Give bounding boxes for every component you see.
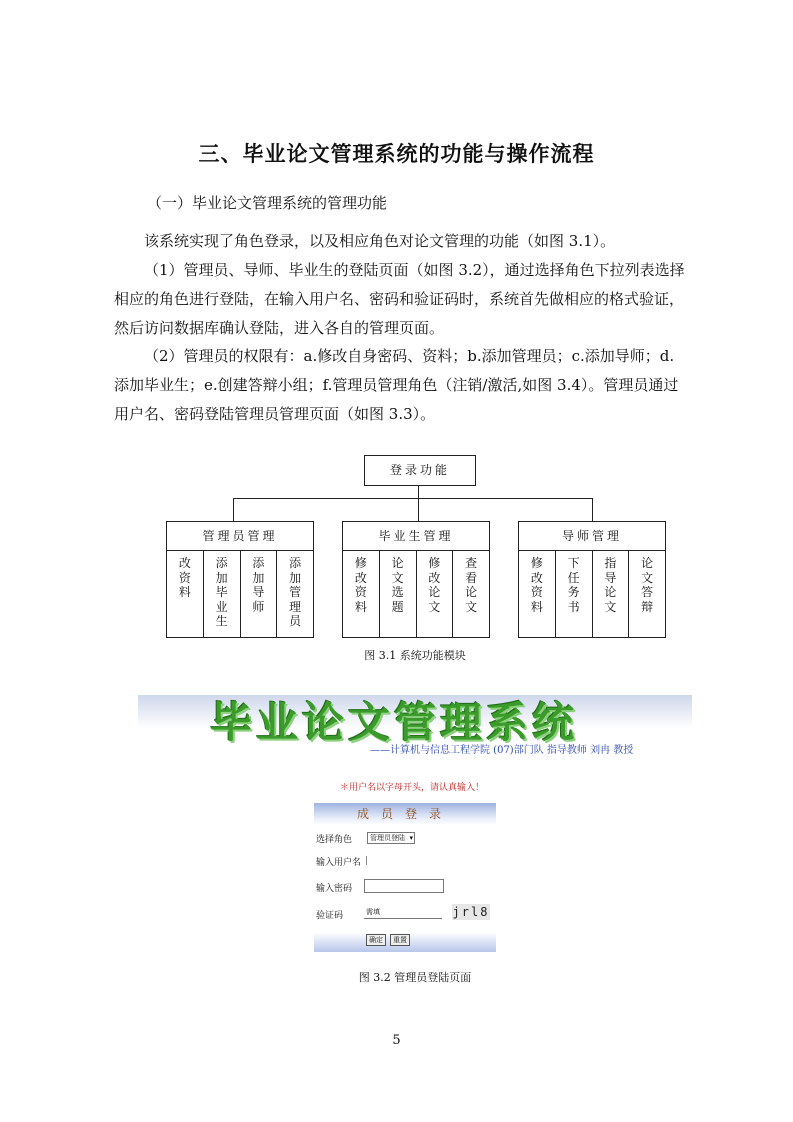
login-warning: ＊用户名以字母开头，请认真输入！	[340, 783, 485, 793]
role-select[interactable]	[367, 832, 415, 844]
subsection-title: （一）毕业论文管理系统的管理功能	[147, 194, 388, 212]
diagram-group-graduate	[342, 521, 490, 638]
group-item: 论文选题	[391, 556, 404, 614]
page-number: 5	[392, 1033, 401, 1048]
paragraph-login-pages	[114, 256, 720, 343]
connector-line	[418, 485, 419, 498]
paragraph-line: （2）管理员的权限有：a.修改自身密码、资料；b.添加管理员；c.添加导师；d.	[144, 347, 675, 365]
captcha-input[interactable]: 需填	[364, 906, 442, 919]
login-panel-title: 成员登录	[314, 803, 496, 825]
connector-line	[592, 498, 593, 521]
group-title: 导师管理	[519, 522, 665, 551]
group-item: 修改资料	[354, 556, 367, 614]
paragraph-line: 该系统实现了角色登录，以及相应角色对论文管理的功能（如图 3.1）。	[144, 232, 616, 250]
connector-line	[418, 498, 419, 521]
password-label: 输入密码	[316, 884, 353, 894]
captcha-label: 验证码	[316, 911, 344, 921]
group-item: 下任务书	[567, 556, 580, 614]
login-app-title: 毕业论文管理系统	[210, 698, 579, 747]
role-select-value: 管理员登陆	[370, 834, 405, 842]
login-byline: ——计算机与信息工程学院 (07)部门队 指导教师 刘冉 教授	[370, 745, 634, 756]
group-title: 毕业生管理	[343, 522, 489, 551]
paragraph-line: 添加毕业生；e.创建答辩小组；f.管理员管理角色（注销/激活,如图 3.4）。管理员通过	[114, 376, 679, 394]
group-item: 修改论文	[428, 556, 441, 614]
role-label: 选择角色	[316, 835, 353, 845]
diagram-root-login: 登录功能	[364, 455, 476, 486]
paragraph-line: 相应的角色进行登陆，在输入用户名、密码和验证码时，系统首先做相应的格式验证，	[114, 290, 685, 308]
paragraph-line: 用户名、密码登陆管理员管理页面（如图 3.3）。	[114, 405, 436, 423]
diagram-group-advisor	[518, 521, 666, 638]
connector-line	[233, 498, 592, 499]
password-input[interactable]	[364, 879, 444, 893]
group-item: 改资料	[178, 556, 191, 599]
paragraph-line: 然后访问数据库确认登陆，进入各自的管理页面。	[114, 319, 445, 337]
group-title: 管理员管理	[167, 522, 313, 551]
diagram-group-admin	[166, 521, 314, 638]
group-item: 查看论文	[465, 556, 478, 614]
username-label: 输入用户名	[316, 858, 362, 868]
paragraph-intro	[114, 227, 720, 256]
group-item: 添加毕业生	[215, 556, 228, 628]
connector-line	[233, 498, 234, 521]
reset-button[interactable]: 重置	[390, 934, 410, 946]
group-item: 添加管理员	[289, 556, 302, 628]
group-item: 指导论文	[604, 556, 617, 614]
figure-caption: 图 3.1 系统功能模块	[364, 649, 466, 662]
section-title: 三、毕业论文管理系统的功能与操作流程	[198, 141, 595, 166]
paragraph-admin-rights	[114, 342, 720, 429]
group-item: 修改资料	[530, 556, 543, 614]
username-input[interactable]	[366, 856, 367, 865]
captcha-image: jrl8	[452, 905, 490, 919]
paragraph-line: （1）管理员、导师、毕业生的登陆页面（如图 3.2），通过选择角色下拉列表选择	[144, 261, 685, 279]
group-item: 论文答辩	[641, 556, 654, 614]
figure-caption: 图 3.2 管理员登陆页面	[358, 971, 472, 984]
group-item: 添加导师	[252, 556, 265, 614]
submit-button[interactable]: 确定	[366, 934, 386, 946]
chevron-down-icon: ▾	[409, 834, 413, 842]
